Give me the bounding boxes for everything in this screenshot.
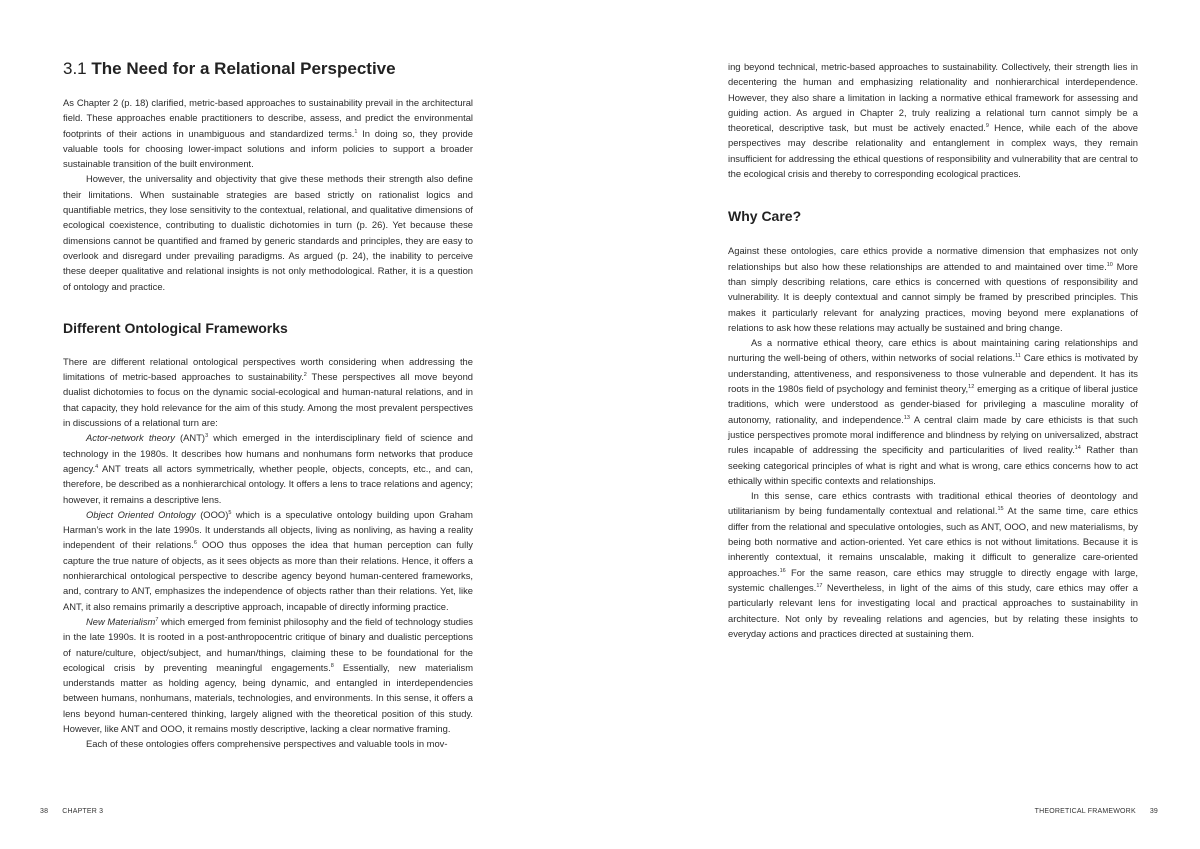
paragraph (728, 335, 1138, 488)
paragraph (728, 488, 1138, 641)
running-footer: CHAPTER 3 (62, 808, 104, 815)
text: In this sense, care ethics contrasts with traditional ethical theories of deontology and utilitarianism by being fundamentally contextual and relational. (728, 490, 1138, 517)
footnote-ref: 9 (985, 123, 989, 130)
running-footer: THEORETICAL FRAMEWORK (1034, 808, 1136, 815)
text: which emerged from feminist philosophy and the field of technology studies in the late 1990s. It is rooted in a post-anthropocentric critique of binary and dualistic perceptions of nature/culture, object/subject, and human/things, claiming these to be foundational for the ecological crisis by preventing meaningful engagements. (63, 615, 473, 673)
text: Against these ontologies, care ethics provide a normative dimension that emphasizes not only relationships but also how these relationships are attended to and maintained over time. (728, 245, 1138, 272)
footnote-ref: 15 (997, 506, 1004, 513)
text: At the same time, care ethics differ from the relational and speculative ontologies, such as ANT, OOO, and new materialisms, by being both normative and action-oriented. Yet care ethics is not without limitations. Because it is inherently contextual, it remains unscalable, making it difficult to generalize care-oriented approaches. (728, 505, 1138, 578)
paragraph (728, 59, 1138, 181)
text: These perspectives all move beyond dualist dichotomies to focus on the dynamic social-ecological and human-natural relations, and in that capacity, they hold relevance for the aim of this study. Among the most prevalent perspectives in discussions of a relational turn are: (63, 371, 473, 429)
paragraph: However, the universality and objectivity that give these methods their strength also define their limitations. When sustainable strategies are based strictly on rationalist logics and quantifiable metrics, they lose sensitivity to the contextual, relational, and qualitative dimensions of ecological coexistence, contributing to dualistic dichotomies in turn (p. 26). Yet because these dimensions cannot be quantified and framed by generic standards and principles, they are easy to overlook and disregard under prevailing paradigms. As argued (p. 24), the inability to perceive these deeper qualitative and relational insights is not only methodological. Rather, it is a question of ontology and practice. (63, 173, 473, 292)
text: As Chapter 2 (p. 18) clarified, metric-based approaches to sustainability prevail in the architectural field. These approaches enable practitioners to describe, assess, and predict the environmental footprints of their actions in unambiguous and standardized terms. (63, 97, 473, 139)
footnote-ref: 17 (816, 582, 823, 589)
paragraph: Each of these ontologies offers comprehensive perspectives and valuable tools in mov- (86, 738, 448, 750)
text: Care ethics is motivated by understanding, attentiveness, and responsiveness to those vulnerable and dependent. It has its roots in the 1980s field of psychology and feminist theory, (728, 352, 1138, 395)
text: Essentially, new materialism understands matter as holding agency, being dynamic, and entangled in interdependencies between humans, nonhumans, materials, technologies, and environments. In this sense, it offers a lens beyond human-centered thinking, largely aligned with the theoretical position of this study. However, like ANT and OOO, it remains mostly descriptive, lacking a clear normative framing. (63, 661, 473, 734)
term-ooo: Object Oriented Ontology (86, 508, 196, 520)
footer-right (1035, 808, 1158, 815)
footnote-ref: 14 (1074, 445, 1081, 452)
footnote-ref: 2 (303, 372, 307, 379)
text: OOO thus opposes the idea that human perception can fully capture the true nature of objects, as it sees objects as more than their relations. Hence, it offers a nonhierarchical ontological perspective to describe agency beyond human-centered frameworks, and, contrary to ANT, emphasizes the independence of objects rather than their relations. Yet, like ANT, it also remains primarily a descriptive approach, incapable of directly informing practice. (63, 539, 473, 612)
footnote-ref: 13 (903, 414, 910, 421)
footnote-ref: 4 (95, 463, 99, 470)
text: ANT treats all actors symmetrically, whether people, objects, concepts, etc., and can, therefore, be described as a nonhierarchical ontology. It offers a lens to trace relations and agency; however, it remains a descriptive lens. (63, 462, 473, 505)
right-text-column (728, 59, 1138, 641)
right-page (600, 0, 1200, 849)
text: (OOO) (195, 508, 229, 520)
text: For the same reason, care ethics may struggle to directly engage with large, systemic challenges. (728, 566, 1138, 593)
term-ant: Actor-network theory (86, 432, 175, 444)
footnote-ref: 10 (1106, 261, 1113, 268)
footnote-ref: 12 (968, 384, 975, 391)
paragraph (63, 354, 473, 430)
text: which emerged in the interdisciplinary field of science and technology in the 1980s. It describes how humans and nonhumans form networks that produce agency. (63, 432, 473, 474)
text: ing beyond technical, metric-based approaches to sustainability. Collectively, their strength lies in decentering the human and emphasizing relationality and nonhierarchical interdependence. However, they also share a limitation in lacking a normative ethical framework for assessing and guiding action. As argued in Chapter 2, truly realizing a relational turn cannot simply be a theoretical, descriptive task, but must be actively enacted. (728, 61, 1138, 134)
text: As a normative ethical theory, care ethics is about maintaining caring relationships and nurturing the well-being of others, within networks of social relations. (728, 337, 1138, 364)
footnote-ref: 11 (1015, 353, 1021, 360)
text: In doing so, they provide valuable tools for choosing lower-impact solutions and inform policies to support a broader sustainable transition of the built environment. (63, 127, 473, 170)
heading-why-care: Why Care? (728, 208, 802, 225)
footnote-ref: 3 (205, 433, 209, 440)
footnote-ref: 6 (193, 540, 197, 547)
paragraph-new-materialism (63, 614, 473, 736)
section-number: 3.1 (63, 59, 87, 78)
footnote-ref: 8 (330, 662, 334, 669)
text: A central claim made by care ethicists is that such justice perspectives promote moral indifference and blindness by relying on universalized, abstract rules incapable of addressing the specificity and particularities of lived reality. (728, 413, 1138, 456)
footer-left (40, 808, 103, 815)
paragraph (63, 95, 473, 171)
footnote-ref: 5 (228, 509, 232, 516)
page-number: 39 (1149, 808, 1158, 815)
text: There are different relational ontological perspectives worth considering when addressing the limitations of metric-based approaches to sustainability. (63, 355, 473, 383)
text: (ANT) (174, 432, 206, 444)
term-new-materialism: New Materialism (86, 615, 156, 627)
page-number: 38 (40, 808, 49, 815)
text: Hence, while each of the above perspectives may describe relationality and entanglement in complex ways, they remain insufficient for addressing the ethical questions of responsibility and vulnerability that are central to the ecological crisis and thereby to corresponding ecological practices. (728, 122, 1138, 180)
footnote-ref: 1 (354, 128, 358, 135)
left-text-column (63, 95, 473, 752)
paragraph-ooo (63, 507, 473, 614)
paragraph (728, 243, 1138, 335)
text: More than simply describing relations, care ethics is concerned with questions of responsibility and vulnerability. It is deeply contextual and cannot simply be framed by prescribed principles. This makes it particularly relevant for analyzing practices, moving beyond mere explanations of relations to ask how these relations may actually be sustained and bring change. (728, 260, 1138, 333)
footnote-ref: 16 (779, 567, 786, 574)
text: emerging as a critique of liberal justice traditions, which were understood as gender-biased for privileging a masculine morality of autonomy, rationality, and independence. (728, 383, 1138, 425)
footnote-ref: 7 (155, 616, 159, 623)
heading-ontological-frameworks: Different Ontological Frameworks (63, 319, 288, 336)
text: which is a speculative ontology building upon Graham Harman’s work in the late 1990s. It understands all objects, living as nonliving, as having a reality independent of their relations. (63, 508, 473, 551)
section-title-text: The Need for a Relational Perspective (91, 59, 396, 78)
section-title (63, 58, 396, 80)
text: Rather than seeking categorical principles of what is right and what is wrong, care ethics concerns how to act ethically within specific contexts and relationships. (728, 444, 1138, 486)
text: Nevertheless, in light of the aims of this study, care ethics may offer a particularly relevant lens for investigating local and practical approaches to sustainability in architecture. Not only by revealing relations and agencies, but by relating these insights to everyday actions and practices directed at sustaining them. (728, 581, 1138, 639)
paragraph-ant (63, 430, 473, 506)
